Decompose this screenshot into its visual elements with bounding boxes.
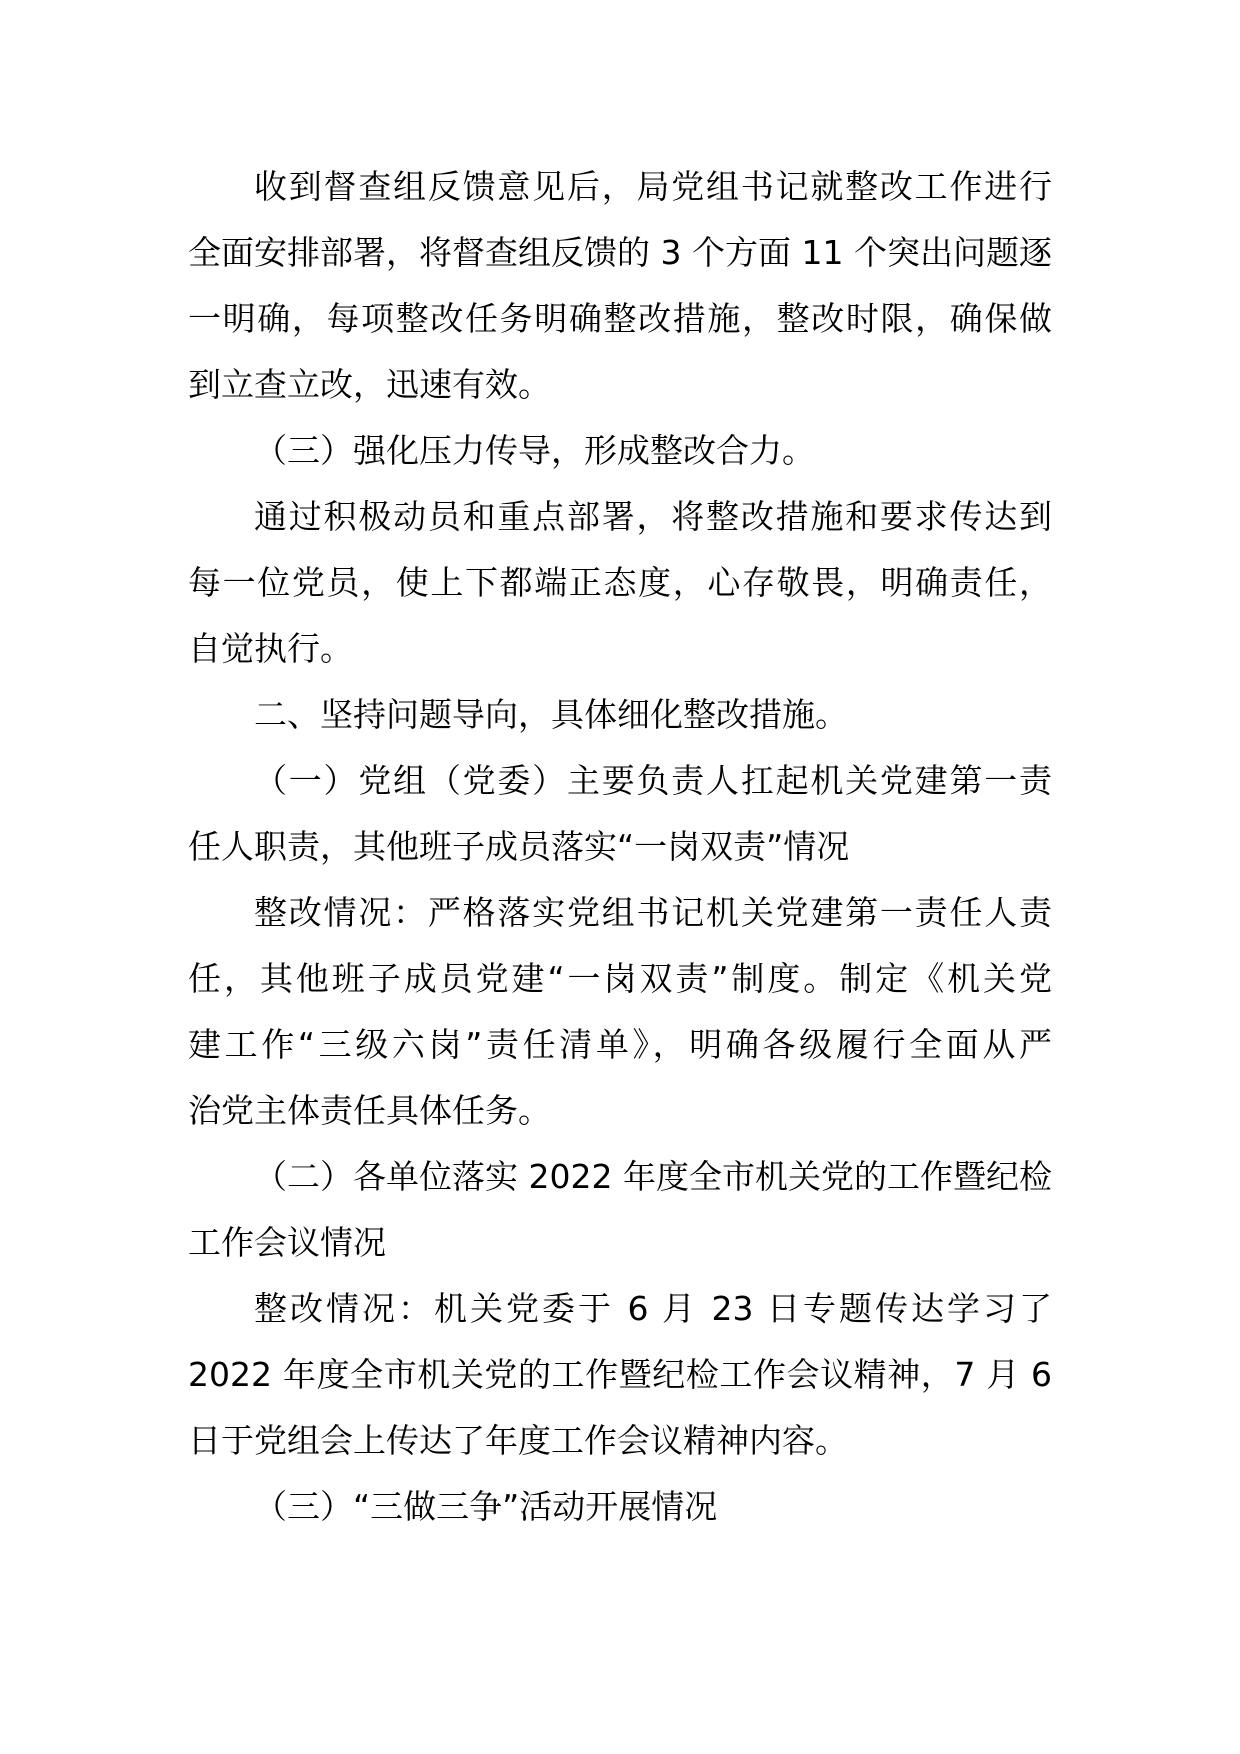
paragraph-line: 自觉执行。	[188, 629, 353, 668]
document-body	[188, 154, 1052, 1540]
section-heading	[188, 682, 1052, 748]
paragraph-line: 每一位党员，使上下都端正态度，心存敬畏，明确责任，	[188, 563, 1052, 602]
heading-line: 工作会议情况	[188, 1223, 386, 1262]
paragraph-line: 到立查立改，迅速有效。	[188, 365, 551, 404]
paragraph-line: 全面安排部署，将督查组反馈的 3 个方面 11 个突出问题逐	[188, 233, 1052, 272]
paragraph-line: 通过积极动员和重点部署，将整改措施和要求传达到	[254, 497, 1052, 536]
heading-line: （二）各单位落实 2022 年度全市机关党的工作暨纪检	[254, 1157, 1052, 1196]
section-heading	[188, 418, 1052, 484]
body-paragraph	[188, 1276, 1052, 1474]
paragraph-line: 整改情况：机关党委于 6 月 23 日专题传达学习了	[254, 1289, 1052, 1328]
body-paragraph	[188, 154, 1052, 418]
paragraph-line: 日于党组会上传达了年度工作会议精神内容。	[188, 1421, 848, 1460]
heading-line: 二、坚持问题导向，具体细化整改措施。	[254, 695, 848, 734]
heading-line: （一）党组（党委）主要负责人扛起机关党建第一责	[254, 761, 1052, 800]
paragraph-line: 整改情况：严格落实党组书记机关党建第一责任人责	[254, 893, 1052, 932]
heading-line: 任人职责，其他班子成员落实“一岗双责”情况	[188, 827, 850, 866]
heading-line: （三）“三做三争”活动开展情况	[254, 1487, 718, 1526]
paragraph-line: 收到督查组反馈意见后，局党组书记就整改工作进行	[254, 167, 1052, 206]
paragraph-line: 治党主体责任具体任务。	[188, 1091, 551, 1130]
paragraph-line: 建工作“三级六岗”责任清单》，明确各级履行全面从严	[188, 1025, 1052, 1064]
section-heading	[188, 1144, 1052, 1276]
section-heading	[188, 748, 1052, 880]
paragraph-line: 任，其他班子成员党建“一岗双责”制度。制定《机关党	[188, 959, 1052, 998]
heading-line: （三）强化压力传导，形成整改合力。	[254, 431, 815, 470]
paragraph-line: 一明确，每项整改任务明确整改措施，整改时限，确保做	[188, 299, 1052, 338]
paragraph-line: 2022 年度全市机关党的工作暨纪检工作会议精神，7 月 6	[188, 1355, 1052, 1394]
body-paragraph	[188, 484, 1052, 682]
body-paragraph	[188, 880, 1052, 1144]
section-heading	[188, 1474, 1052, 1540]
